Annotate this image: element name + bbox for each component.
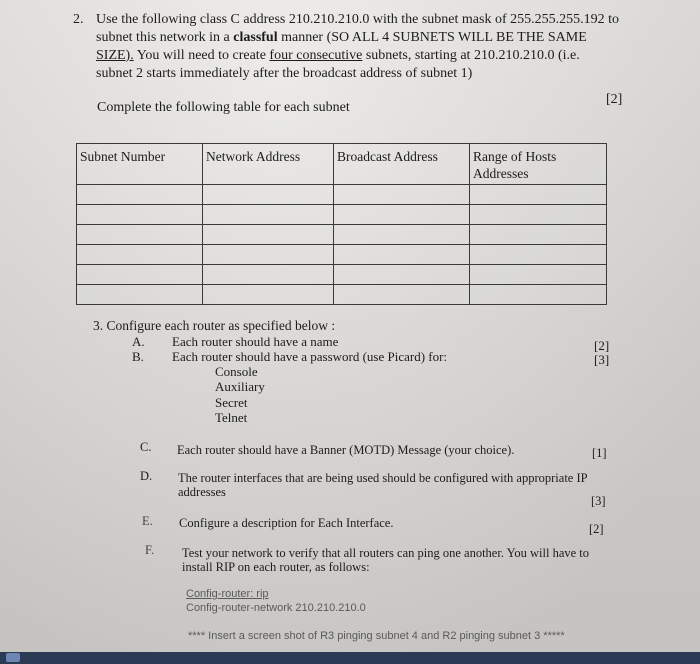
q2-line3-part-d: subnets, starting at 210.210.210.0 (i.e.	[362, 48, 580, 63]
table-cell[interactable]	[203, 285, 334, 305]
table-cell[interactable]	[470, 265, 607, 285]
item-e-marks: [2]	[589, 522, 604, 536]
table-cell[interactable]	[334, 285, 470, 305]
item-d-letter: D.	[140, 469, 153, 483]
rip-command-1: Config-router: rip	[186, 588, 269, 600]
table-row	[77, 205, 607, 225]
table-cell[interactable]	[203, 185, 334, 205]
table-cell[interactable]	[77, 245, 203, 265]
item-a-letter: A.	[132, 334, 145, 349]
item-b-marks: [3]	[594, 352, 610, 367]
q2-line3-part-b: You will need to create	[133, 48, 270, 63]
table-row	[77, 245, 607, 265]
bottom-edge-bar	[0, 652, 700, 664]
item-c-marks: [1]	[592, 446, 607, 460]
subnet-table	[76, 143, 607, 305]
table-cell[interactable]	[470, 245, 607, 265]
item-c-letter: C.	[140, 440, 152, 454]
table-cell[interactable]	[203, 265, 334, 285]
table-cell[interactable]	[77, 285, 203, 305]
table-cell[interactable]	[334, 225, 470, 245]
table-cell[interactable]	[77, 205, 203, 225]
table-row	[77, 225, 607, 245]
question-2-line-4: subnet 2 starts immediately after the broadcast address of subnet 1)	[96, 66, 473, 81]
question-2-line-3	[96, 48, 580, 64]
edge-icon	[6, 653, 20, 662]
table-row	[77, 185, 607, 205]
header-subnet-number: Subnet Number	[77, 144, 203, 185]
item-d-text-2: addresses	[178, 485, 226, 499]
screenshot-note: **** Insert a screen shot of R3 pinging subnet 4 and R2 pinging subnet 3 *****	[188, 630, 565, 642]
table-cell[interactable]	[77, 265, 203, 285]
table-cell[interactable]	[470, 205, 607, 225]
table-cell[interactable]	[334, 185, 470, 205]
password-telnet: Telnet	[215, 410, 248, 425]
table-cell[interactable]	[334, 245, 470, 265]
question-2-number: 2.	[73, 12, 84, 27]
rip-command-2: Config-router-network 210.210.210.0	[186, 602, 366, 614]
q2-four-consecutive: four consecutive	[269, 48, 363, 63]
table-cell[interactable]	[77, 185, 203, 205]
password-console: Console	[215, 364, 258, 379]
item-e-letter: E.	[142, 514, 153, 528]
table-cell[interactable]	[77, 225, 203, 245]
table-cell[interactable]	[470, 285, 607, 305]
item-f-text-2: install RIP on each router, as follows:	[182, 560, 370, 574]
question-2-marks: [2]	[606, 92, 623, 107]
header-network-address: Network Address	[203, 144, 334, 185]
item-a-text: Each router should have a name	[172, 334, 339, 349]
item-b-text: Each router should have a password (use Picard) for:	[172, 349, 448, 364]
header-broadcast-address: Broadcast Address	[334, 144, 470, 185]
table-cell[interactable]	[334, 205, 470, 225]
table-cell[interactable]	[334, 265, 470, 285]
table-cell[interactable]	[470, 185, 607, 205]
item-b-letter: B.	[132, 349, 144, 364]
item-f-letter: F.	[145, 543, 155, 557]
table-instruction: Complete the following table for each subnet	[97, 100, 350, 115]
item-f-text-1: Test your network to verify that all routers can ping one another. You will have to	[182, 546, 590, 560]
q2-classful-word: classful	[233, 30, 278, 45]
table-header-row	[77, 144, 607, 185]
item-c-text: Each router should have a Banner (MOTD) Message (your choice).	[177, 443, 515, 457]
table-cell[interactable]	[203, 205, 334, 225]
question-2-line-1: Use the following class C address 210.210.210.0 with the subnet mask of 255.255.255.192 to	[96, 12, 620, 27]
table-cell[interactable]	[203, 225, 334, 245]
table-row	[77, 265, 607, 285]
item-d-marks: [3]	[591, 494, 606, 508]
q2-line2-part-a: subnet this network in a	[96, 30, 234, 45]
header-range-of-hosts: Range of Hosts Addresses	[470, 144, 607, 185]
item-e-text: Configure a description for Each Interface.	[179, 516, 394, 530]
item-a-marks: [2]	[594, 338, 610, 353]
question-3-title: 3. Configure each router as specified below :	[93, 318, 336, 333]
table-cell[interactable]	[470, 225, 607, 245]
table-cell[interactable]	[203, 245, 334, 265]
password-secret: Secret	[215, 395, 248, 410]
password-auxiliary: Auxiliary	[215, 379, 265, 394]
item-d-text-1: The router interfaces that are being used should be configured with appropriate IP	[178, 471, 588, 485]
table-row	[77, 285, 607, 305]
q2-line2-part-c: manner (SO ALL 4 SUBNETS WILL BE THE SAME	[277, 30, 587, 45]
question-2-line-2	[96, 30, 587, 46]
q2-size-word: SIZE).	[96, 48, 134, 63]
